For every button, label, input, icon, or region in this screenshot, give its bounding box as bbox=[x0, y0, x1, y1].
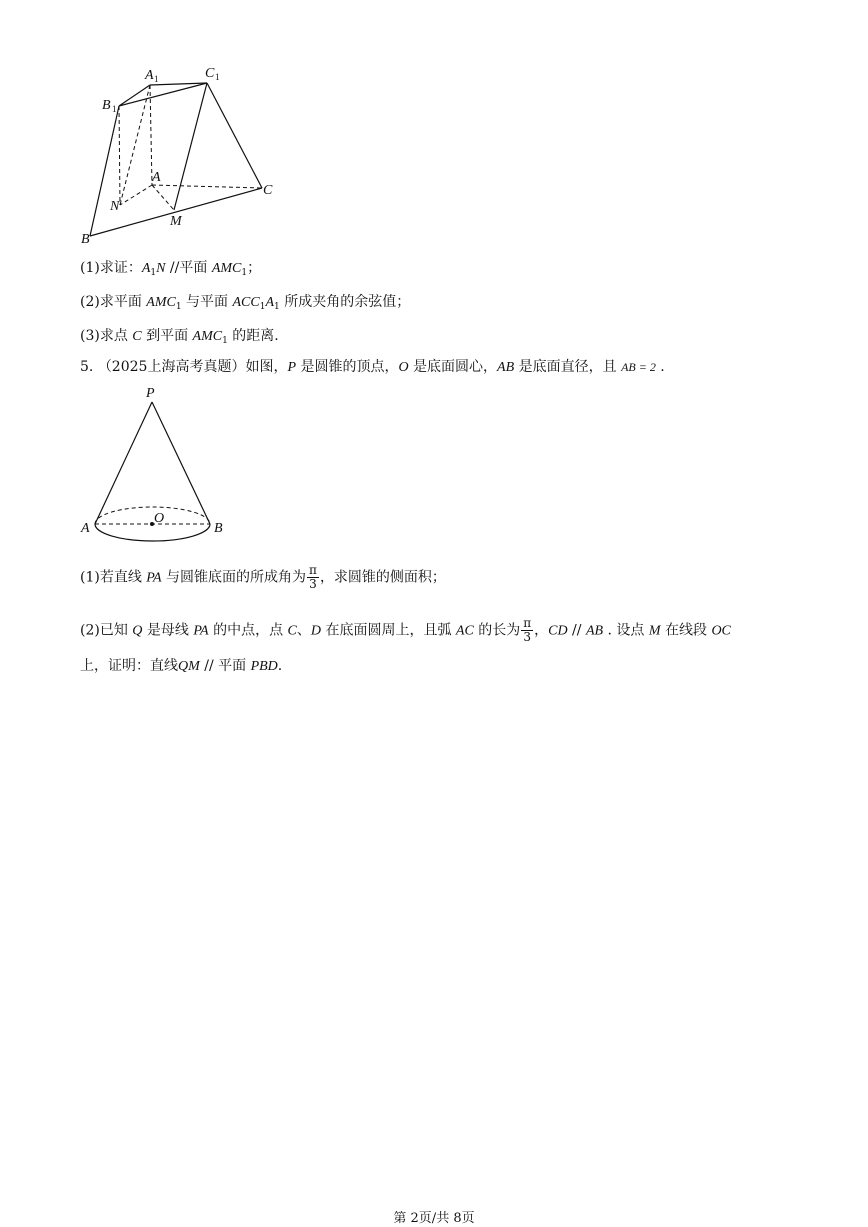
svg-text:1: 1 bbox=[154, 74, 159, 84]
label-A1: A bbox=[145, 68, 154, 83]
page-footer: 第 2页/共 8页 bbox=[393, 1211, 475, 1226]
label-C: C bbox=[263, 183, 273, 198]
q5-part1: (1)若直线 PA 与圆锥底面的所成角为 $\frac{\pi}{3}$ ，求圆锥的侧面积； bbox=[80, 563, 446, 591]
label-C1: C bbox=[205, 66, 215, 81]
q4-part1: (1)求证：$A_1N$ //平面 $AMC_1$； bbox=[80, 260, 262, 278]
cone-diagram bbox=[75, 380, 235, 550]
label-A: A bbox=[152, 170, 161, 185]
label-M: M bbox=[170, 214, 182, 229]
q5-source: （2025上海高考真题） bbox=[97, 359, 246, 375]
label-B: B bbox=[81, 232, 90, 247]
q4-part3: (3)求点 C 到平面 $AMC_1$ 的距离. bbox=[80, 328, 279, 346]
q5-part2-line1: (2)已知 Q 是母线 PA 的中点，点 C、D 在底面圆周上，且弧 AC 的长为 $\frac{\pi}{3}$ ，CD // AB . 设点 M 在线段 OC bbox=[80, 616, 731, 644]
q5-stem: 5. （2025上海高考真题）如图，P 是圆锥的顶点，O 是底面圆心，AB 是底面直径，且 AB = 2 . bbox=[80, 359, 665, 375]
svg-text:1: 1 bbox=[112, 104, 117, 114]
label-P: P bbox=[146, 386, 155, 401]
fraction-pi-over-3: $\frac{\pi}{3}$ bbox=[523, 616, 532, 644]
cone-figure bbox=[75, 380, 235, 550]
label-O: O bbox=[154, 511, 165, 526]
svg-text:1: 1 bbox=[215, 72, 220, 82]
prism-diagram bbox=[70, 60, 290, 250]
q4-part2: (2)求平面 $AMC_1$ 与平面 $ACC_1A_1$ 所成夹角的余弦值； bbox=[80, 294, 411, 312]
label-B1: B bbox=[102, 98, 111, 113]
label-A: A bbox=[81, 521, 90, 536]
label-B: B bbox=[214, 521, 223, 536]
prism-figure bbox=[70, 60, 290, 250]
q5-part2-line2: 上，证明：直线QM // 平面 PBD. bbox=[80, 658, 283, 674]
label-N: N bbox=[110, 199, 120, 214]
fraction-pi-over-3: $\frac{\pi}{3}$ bbox=[309, 563, 317, 591]
